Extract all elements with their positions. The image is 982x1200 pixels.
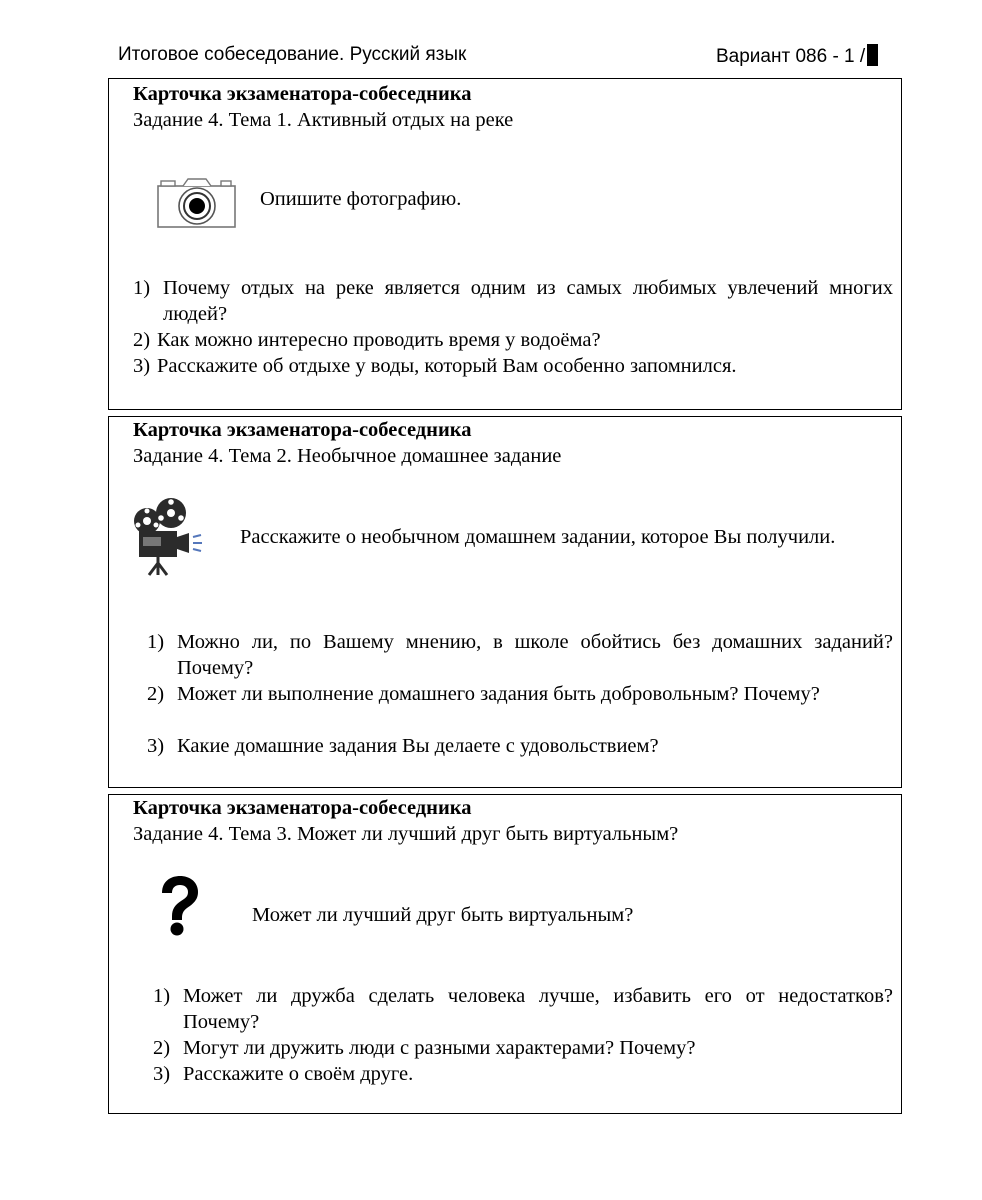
question-text: Расскажите о своём друге.	[183, 1063, 414, 1085]
film-projector-icon	[125, 497, 213, 577]
examiner-card-2	[108, 416, 902, 788]
question-text: Можно ли, по Вашему мнению, в школе обойтись без домашних заданий? Почему?	[177, 631, 893, 679]
question-item	[153, 983, 893, 1035]
question-number: 3)	[153, 1063, 171, 1085]
question-item	[133, 327, 893, 353]
question-item	[147, 681, 893, 707]
examiner-card-1	[108, 78, 902, 410]
question-item	[153, 1061, 893, 1087]
card-title: Карточка экзаменатора-собеседника	[133, 419, 472, 441]
question-number: 2)	[147, 683, 165, 705]
question-text: Расскажите об отдыхе у воды, который Вам особенно запомнился.	[157, 355, 737, 377]
black-marker	[867, 44, 878, 66]
card-subtitle: Задание 4. Тема 2. Необычное домашнее задание	[133, 445, 562, 467]
question-number: 2)	[153, 1037, 171, 1059]
question-number: 2)	[133, 329, 151, 351]
examiner-card-3	[108, 794, 902, 1114]
question-text: Как можно интересно проводить время у водоёма?	[157, 329, 601, 351]
question-item	[133, 353, 893, 379]
card-title: Карточка экзаменатора-собеседника	[133, 83, 472, 105]
card-title: Карточка экзаменатора-собеседника	[133, 797, 472, 819]
page-header-title: Итоговое собеседование. Русский язык	[118, 44, 467, 65]
question-number: 3)	[133, 355, 151, 377]
task-prompt: Может ли лучший друг быть виртуальным?	[252, 904, 634, 926]
question-number: 1)	[133, 277, 151, 299]
question-item	[153, 1035, 893, 1061]
question-item	[133, 275, 893, 327]
question-text: Почему отдых на реке является одним из самых любимых увлечений многих людей?	[163, 277, 893, 325]
question-text: Могут ли дружить люди с разными характерами? Почему?	[183, 1037, 696, 1059]
question-text: Какие домашние задания Вы делаете с удовольствием?	[177, 735, 659, 757]
camera-icon	[155, 175, 237, 229]
question-item	[147, 629, 893, 681]
variant-label: Вариант 086 - 1 /	[716, 46, 866, 67]
question-text: Может ли выполнение домашнего задания быть добровольным? Почему?	[177, 683, 820, 705]
task-prompt: Опишите фотографию.	[260, 188, 462, 210]
question-number: 1)	[147, 631, 165, 653]
page-header-variant	[716, 44, 878, 68]
question-text: Может ли дружба сделать человека лучше, избавить его от недостатков? Почему?	[183, 985, 893, 1033]
card-subtitle: Задание 4. Тема 1. Активный отдых на реке	[133, 109, 514, 131]
question-mark-icon	[153, 873, 207, 937]
card-subtitle: Задание 4. Тема 3. Может ли лучший друг быть виртуальным?	[133, 823, 679, 845]
question-number: 1)	[153, 985, 171, 1007]
task-prompt: Расскажите о необычном домашнем задании, которое Вы получили.	[240, 526, 836, 548]
question-number: 3)	[147, 735, 165, 757]
question-item	[147, 733, 893, 759]
